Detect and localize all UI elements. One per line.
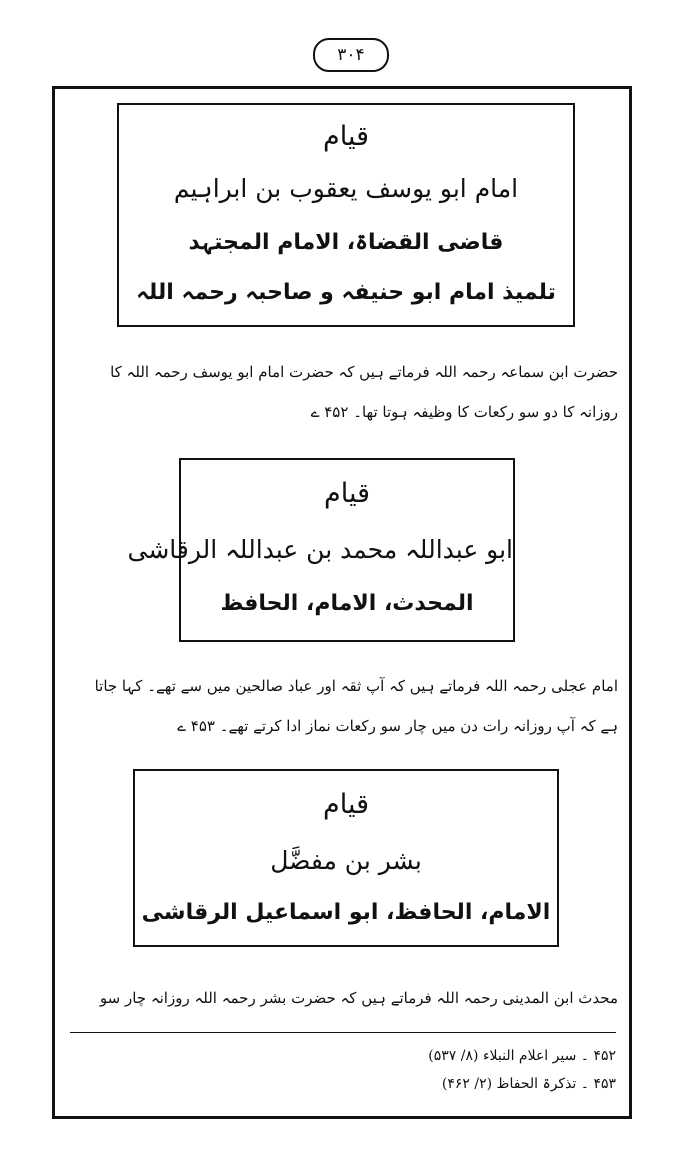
box-header: قیام	[323, 121, 369, 152]
box-title-line: المحدث، الامام، الحافظ	[220, 591, 474, 616]
paragraph-line: حضرت ابن سماعہ رحمہ اللہ فرماتے ہیں کہ حضرت امام ابو یوسف رحمہ اللہ کا	[110, 363, 618, 381]
footnote-453: ۴۵۳ ۔ تذکرۃ الحفاظ (۲/ ۴۶۲)	[441, 1076, 616, 1092]
paragraph-line: امام عجلی رحمہ اللہ فرماتے ہیں کہ آپ ثقہ اور عباد صالحین میں سے تھے۔ کہا جاتا	[94, 677, 618, 695]
box-name: امام ابو یوسف یعقوب بن ابراہیم	[173, 174, 519, 203]
page-number: ۳۰۴	[313, 38, 389, 72]
heading-box-bishr	[133, 769, 559, 947]
paragraph-line: ہے کہ آپ روزانہ رات دن میں چار سو رکعات نماز ادا کرتے تھے۔ ۴۵۳ ے	[177, 717, 618, 735]
paragraph-line: محدث ابن المدینی رحمہ اللہ فرماتے ہیں کہ حضرت بشر رحمہ اللہ روزانہ چار سو	[99, 989, 618, 1007]
paragraph-abu-yusuf	[72, 352, 618, 432]
heading-box-raqashi	[127, 458, 515, 642]
box-header: قیام	[324, 478, 370, 509]
box-name: ابو عبداللہ محمد بن عبداللہ الرقاشی	[127, 535, 513, 564]
paragraph-bishr	[72, 978, 618, 1018]
box-header: قیام	[323, 789, 369, 820]
box-title-line: قاضی القضاۃ، الامام المجتہد	[188, 230, 504, 255]
footnote-divider	[70, 1032, 616, 1033]
heading-box-abu-yusuf	[117, 103, 575, 327]
box-name: بشر بن مفضَّل	[270, 846, 422, 875]
paragraph-raqashi	[72, 666, 618, 746]
box-title-line: الامام، الحافظ، ابو اسماعیل الرقاشی	[141, 900, 551, 925]
footnote-452: ۴۵۲ ۔ سیر اعلام النبلاء (۸/ ۵۳۷)	[428, 1048, 616, 1064]
paragraph-line: روزانہ کا دو سو رکعات کا وظیفہ ہوتا تھا۔ ۴۵۲ ے	[310, 403, 618, 421]
box-disciple-line: تلمیذ امام ابو حنیفہ و صاحبہ رحمہ اللہ	[136, 280, 556, 305]
